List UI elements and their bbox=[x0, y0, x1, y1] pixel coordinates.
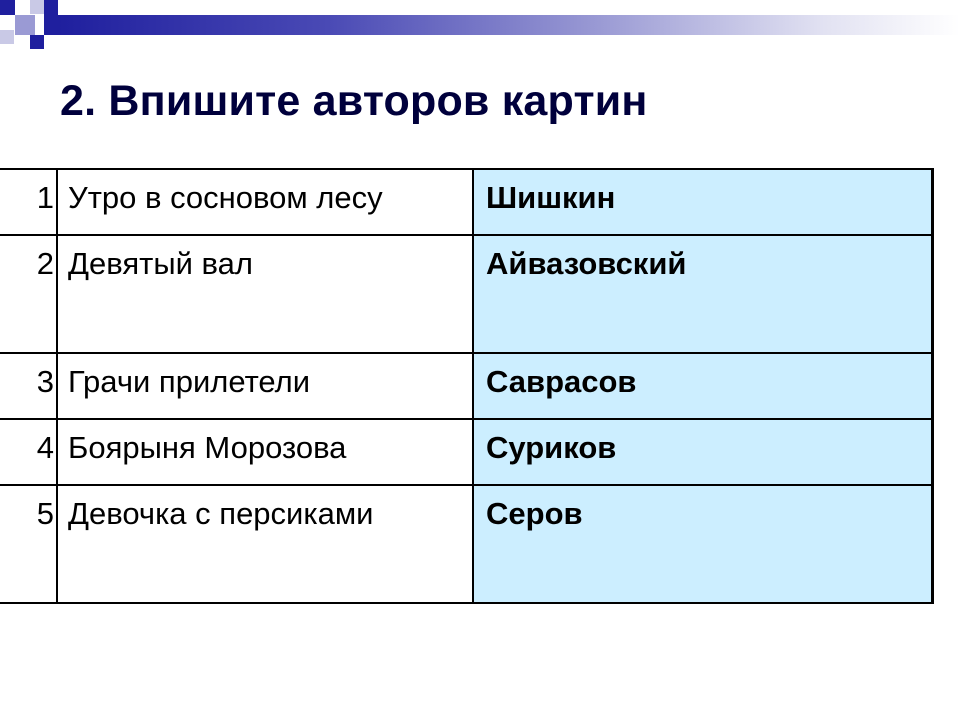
author-name: Шишкин bbox=[486, 180, 616, 215]
author-cell[interactable] bbox=[473, 485, 933, 603]
row-number: 3 bbox=[36, 364, 54, 399]
paintings-table bbox=[0, 168, 934, 604]
author-name: Саврасов bbox=[486, 364, 637, 399]
painting-title: Девочка с персиками bbox=[68, 496, 374, 531]
author-cell[interactable] bbox=[473, 419, 933, 485]
painting-title-cell bbox=[57, 353, 473, 419]
author-cell[interactable] bbox=[473, 169, 933, 235]
painting-title: Девятый вал bbox=[68, 246, 254, 281]
row-number-cell bbox=[0, 485, 57, 603]
decorative-header bbox=[0, 0, 960, 60]
row-number-cell bbox=[0, 419, 57, 485]
row-number: 5 bbox=[36, 496, 54, 531]
table-row bbox=[0, 353, 933, 419]
row-number-cell bbox=[0, 169, 57, 235]
painting-title-cell bbox=[57, 169, 473, 235]
author-name: Айвазовский bbox=[486, 246, 687, 281]
row-number-cell bbox=[0, 235, 57, 353]
deco-square bbox=[30, 0, 44, 14]
painting-title-cell bbox=[57, 235, 473, 353]
painting-title-cell bbox=[57, 419, 473, 485]
author-name: Серов bbox=[486, 496, 583, 531]
author-cell[interactable] bbox=[473, 235, 933, 353]
table-row bbox=[0, 169, 933, 235]
painting-title: Грачи прилетели bbox=[68, 364, 311, 399]
author-name: Суриков bbox=[486, 430, 617, 465]
painting-title-cell bbox=[57, 485, 473, 603]
deco-square bbox=[15, 15, 35, 35]
row-number: 2 bbox=[36, 246, 54, 281]
deco-square bbox=[0, 30, 14, 44]
table-row bbox=[0, 419, 933, 485]
author-cell[interactable] bbox=[473, 353, 933, 419]
deco-square bbox=[44, 0, 58, 14]
table-row bbox=[0, 235, 933, 353]
painting-title: Боярыня Морозова bbox=[68, 430, 347, 465]
deco-square bbox=[30, 35, 44, 49]
painting-title: Утро в сосновом лесу bbox=[68, 180, 383, 215]
row-number: 4 bbox=[36, 430, 54, 465]
row-number: 1 bbox=[36, 180, 54, 215]
row-number-cell bbox=[0, 353, 57, 419]
deco-square bbox=[44, 14, 58, 35]
table-row bbox=[0, 485, 933, 603]
deco-square bbox=[0, 0, 15, 15]
deco-gradient-bar bbox=[58, 15, 960, 35]
slide-title: 2. Впишите авторов картин bbox=[60, 77, 648, 125]
